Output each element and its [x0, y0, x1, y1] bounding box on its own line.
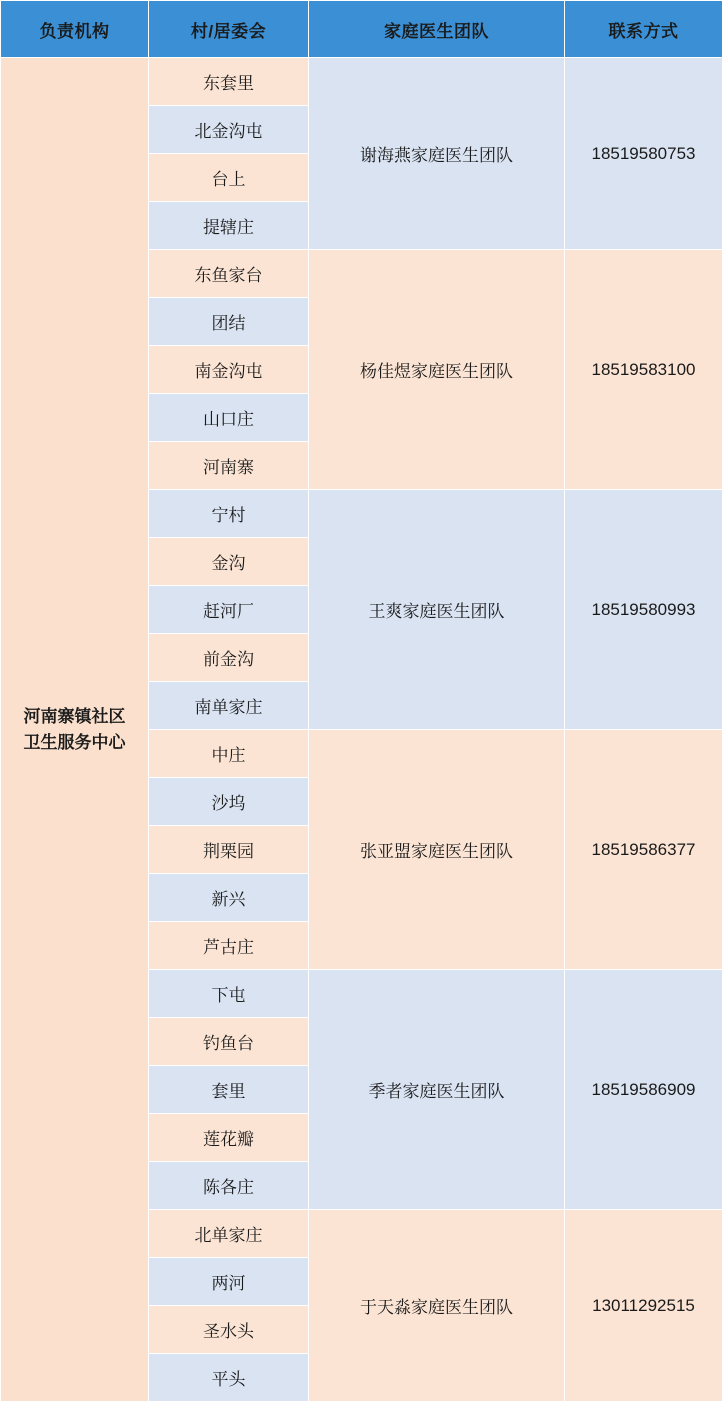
organization-line: 卫生服务中心: [1, 730, 148, 756]
cell-village: 山口庄: [149, 394, 309, 442]
table-header: [1, 1, 722, 58]
cell-village: 莲花瓣: [149, 1114, 309, 1162]
header-contact: 联系方式: [565, 1, 722, 58]
cell-village: 平头: [149, 1354, 309, 1402]
cell-village: 中庄: [149, 730, 309, 778]
cell-village: 提辖庄: [149, 202, 309, 250]
cell-team: 张亚盟家庭医生团队: [309, 730, 565, 970]
cell-village: 北金沟屯: [149, 106, 309, 154]
organization-line: 河南寨镇社区: [1, 704, 148, 730]
cell-team: 季者家庭医生团队: [309, 970, 565, 1210]
cell-village: 东套里: [149, 58, 309, 106]
cell-village: 北单家庄: [149, 1210, 309, 1258]
header-village: 村/居委会: [149, 1, 309, 58]
cell-village: 团结: [149, 298, 309, 346]
cell-village: 套里: [149, 1066, 309, 1114]
cell-village: 新兴: [149, 874, 309, 922]
cell-phone: 18519586909: [565, 970, 722, 1210]
cell-village: 赶河厂: [149, 586, 309, 634]
cell-team: 王爽家庭医生团队: [309, 490, 565, 730]
table-body: [1, 58, 722, 1402]
cell-village: 芦古庄: [149, 922, 309, 970]
cell-village: 陈各庄: [149, 1162, 309, 1210]
cell-village: 圣水头: [149, 1306, 309, 1354]
cell-village: 宁村: [149, 490, 309, 538]
cell-village: 东鱼家台: [149, 250, 309, 298]
cell-village: 两河: [149, 1258, 309, 1306]
cell-phone: 13011292515: [565, 1210, 722, 1402]
header-team: 家庭医生团队: [309, 1, 565, 58]
cell-village: 河南寨: [149, 442, 309, 490]
cell-village: 钓鱼台: [149, 1018, 309, 1066]
cell-phone: 18519580993: [565, 490, 722, 730]
cell-organization: [1, 58, 149, 1402]
cell-village: 前金沟: [149, 634, 309, 682]
cell-team: 杨佳煜家庭医生团队: [309, 250, 565, 490]
table-header-row: [1, 1, 722, 58]
table-row: [1, 58, 722, 106]
header-organization: 负责机构: [1, 1, 149, 58]
cell-team: 于天淼家庭医生团队: [309, 1210, 565, 1402]
cell-phone: 18519583100: [565, 250, 722, 490]
cell-village: 下屯: [149, 970, 309, 1018]
cell-village: 南单家庄: [149, 682, 309, 730]
cell-village: 沙坞: [149, 778, 309, 826]
cell-team: 谢海燕家庭医生团队: [309, 58, 565, 250]
cell-phone: 18519586377: [565, 730, 722, 970]
cell-village: 南金沟屯: [149, 346, 309, 394]
cell-village: 荆栗园: [149, 826, 309, 874]
cell-village: 台上: [149, 154, 309, 202]
cell-phone: 18519580753: [565, 58, 722, 250]
cell-village: 金沟: [149, 538, 309, 586]
